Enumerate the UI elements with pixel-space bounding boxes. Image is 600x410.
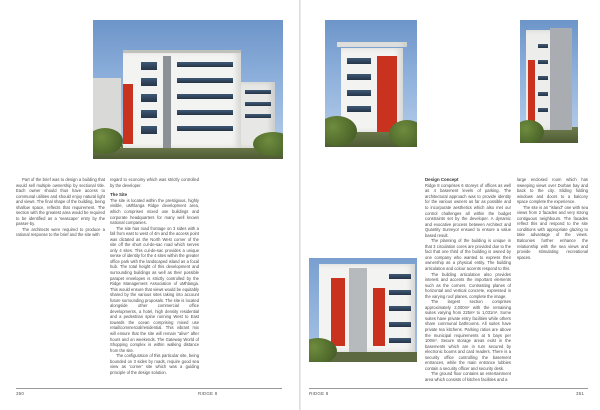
paragraph: The site has road frontage on 3 sides with a fall from east to west of 4m and the access point was dictated as the North West corner of the site off the short cul-de-sac road which serves only 4 sites. This cul-de-sac provides a unique sense of identity for the 4 sites within the greater office park with the landscaped island as a focal hub. The total height of this development and surrounding buildings as well as their possible parapet envelopes is strictly controlled by the Ridge Management Association of uMhlanga. This would ensure that views would be equitably shared by the various sites taking into account future surrounding proposals. The site is located alongside other commercial office developments, a hotel, high density residential and a pedestrian spine running West to East towards the ocean comprising mixed use retail/commercial/residential. This vibrant mix will ensure that the site will remain "alive" after hours and on weekends. The Gateway World of Shopping complex is within walking distance from the site. [110,225,199,353]
facade-red-panels-photo [309,258,417,362]
paragraph: The ground floor contains an entertainment area which consists of kitchen facilities and a [425,371,511,382]
section-heading: The Site [110,192,128,198]
running-title: RIDGE 8 [198,391,218,396]
paragraph: Ridge 8 comprises 6 storeys of offices as well as 4 basement levels of parking. The architectural approach was to provide identity for the various owners as far as possible and to incorporate aesthetics which also met our control challenges all within the budget constraints set by the developer. A dynamic and evocative process between Architect and Quantity Surveyor ensued to ensure a value based result. [425,182,511,238]
section-heading: Design Concept [425,177,459,182]
right-page [301,0,600,410]
paragraph: The architects were required to produce a rational response to the brief and the site with [16,226,105,238]
running-title: RIDGE 8 [309,391,329,396]
building-exterior-photo [93,20,283,159]
angled-facade-photo [520,20,578,143]
folio-rule [16,388,282,389]
corner-tower-photo [325,20,417,147]
paragraph: The configuration of this particular site, being bounded on 3 sides by roads, require good sea view as 'corner' site which was a guiding principle of the design solution. [110,353,199,375]
right-text-column-1 [425,177,511,382]
page-number: 350 [16,391,25,396]
page-number: 351 [576,391,585,396]
paragraph: The site is an "island" one with sea views from 2 facades and very strong contiguous neighbours. The facades reflect this and respond to the site conditions with appropriate glazing to take advantage of the views. Balconies further enhance the relationship with the sea views and provide stimulating recreational spaces. [517,204,588,260]
paragraph: The largest section comprises approximately 2,000m² with the remaining suites varying from 225m² to 1,031m². Some suites have private entry facilities while others share communal bathrooms. All suites have private tea kitchens. Parking ratios are above the municipal requirements at 5 bays per 100m². Secure storage areas exist in the basements which are in turn secured by electronic booms and card readers. There is a security office controlling the basement entrances, while the main entrance lobbies contain a security officer and security desk. [425,299,511,371]
paragraph: The building articulation also provides interest and accents the important elements such as the corners. Contrasting planes of horizontal and vertical concrete, expressed in the varying roof planes, complete the image. [425,271,511,299]
paragraph: Part of the brief was to design a building that would sell multiple ownership by sectional title. Each owner should thus have access to communal utilities and should enjoy natural light and views. The final shape of the building, being shallow space, reflects that requirement. The section with the greatest area would be required to be identified as a 'seascape' entry by the passer-by. [16,177,105,227]
paragraph: large enclosed room which has sweeping views over Durban bay and back to the city. Sliding folding windows and doors to a balcony space complete the experience. [517,177,588,205]
paragraph: regard to economy which was strictly controlled by the developer. [110,177,199,188]
paragraph: The site is located within the prestigious, highly visible, uMhlanga Ridge development area, which comprises mixed use buildings and corporate headquarters for many well known national companies. [110,197,199,226]
left-text-column-2 [110,177,199,375]
left-page [0,0,299,410]
folio-rule [309,388,588,389]
left-text-column-1 [16,177,105,238]
right-text-column-2 [517,177,588,260]
paragraph: The planning of the building is unique in that 3 circulation cores are provided due to the fact that one third of the building is owned by one company who wanted to express their ownership as a physical entity. The building articulation and colour accents respond to this. [425,238,511,271]
